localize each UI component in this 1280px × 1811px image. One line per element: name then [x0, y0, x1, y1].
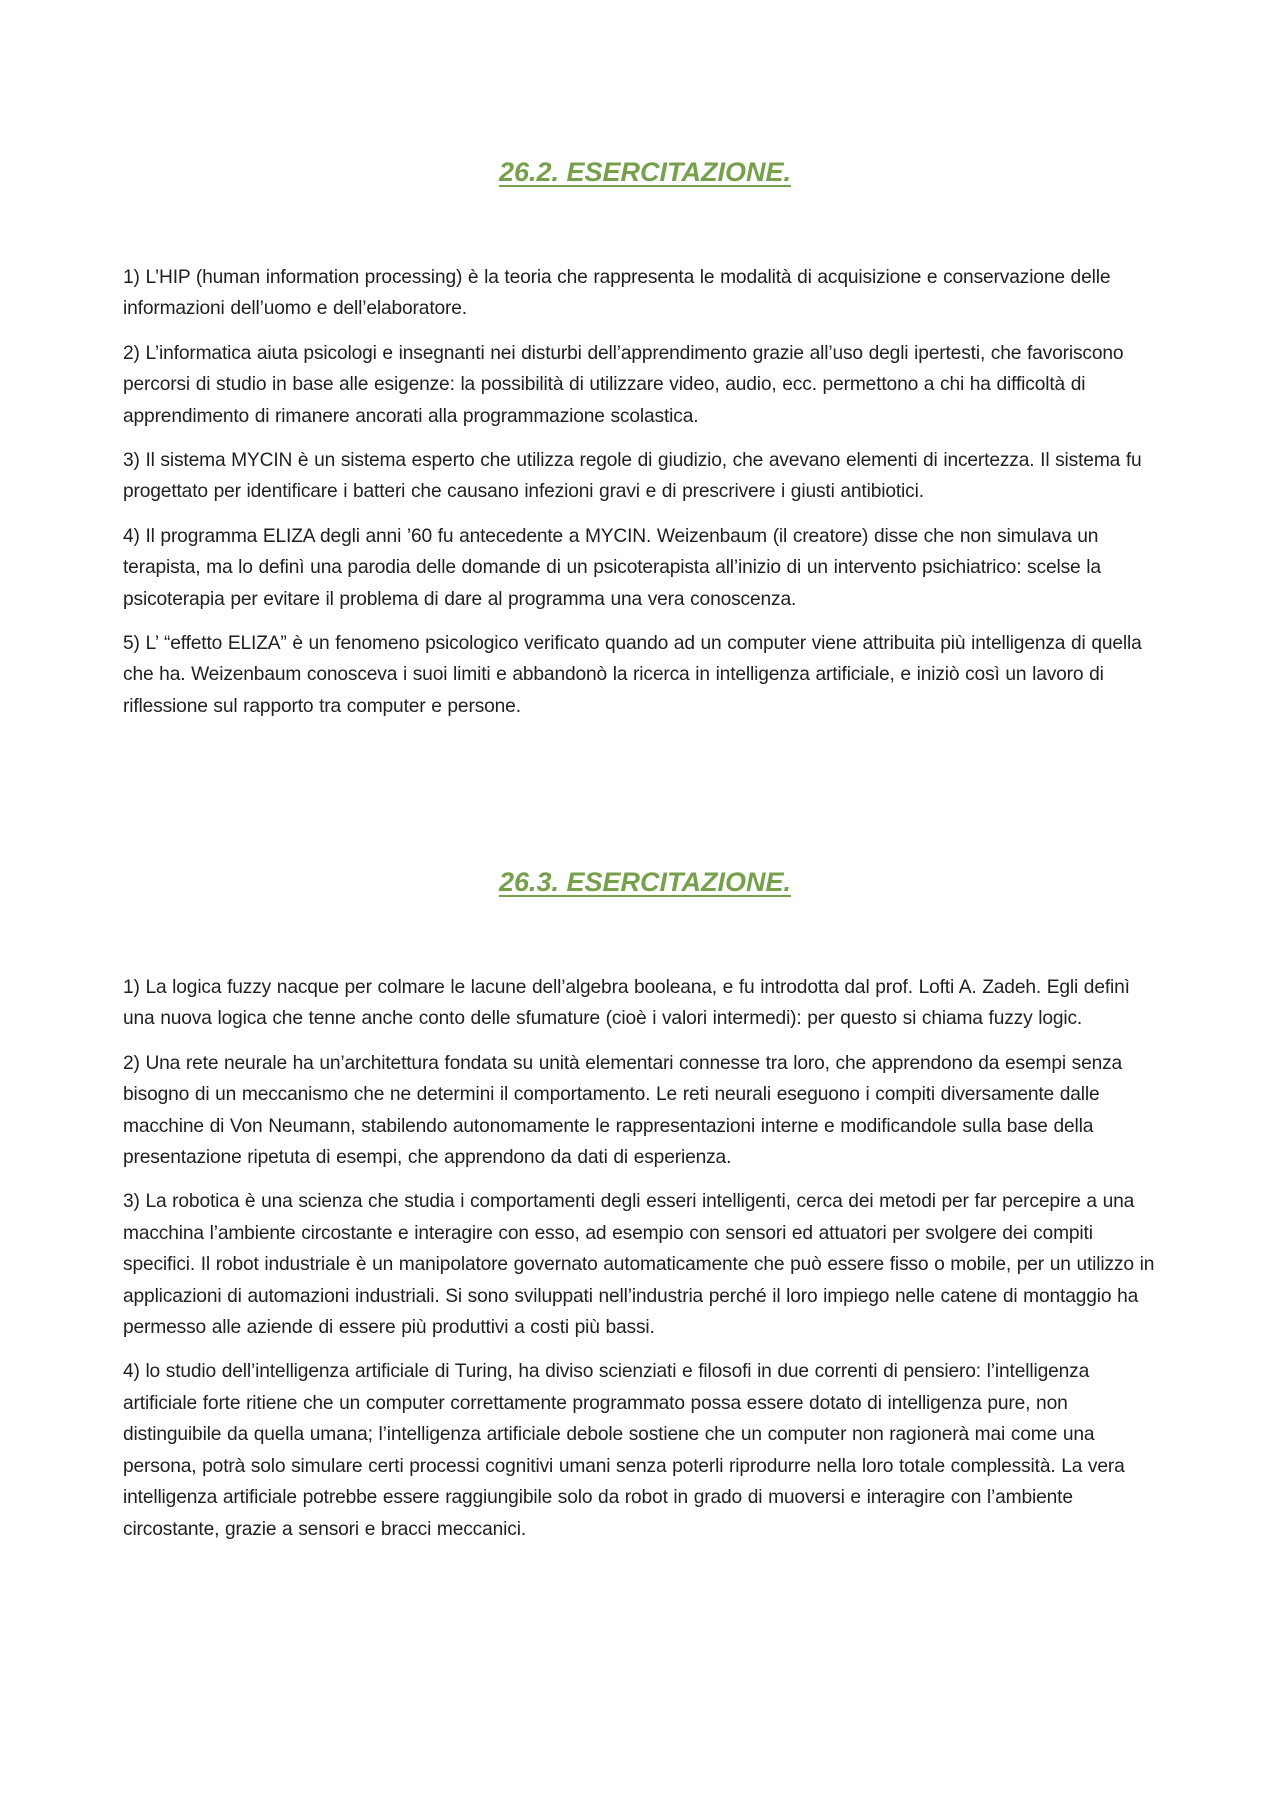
answer-paragraph: 3) Il sistema MYCIN è un sistema esperto che utilizza regole di giudizio, che avevano elementi di incertezza. Il sistema fu progettato per identificare i batteri che causano infezioni gravi e di prescrivere i giusti antibiotici.: [123, 450, 1142, 503]
answer-paragraph: 1) L’HIP (human information processing) è la teoria che rappresenta le modalità di acquisizione e conservazione delle informazioni dell’uomo e dell’elaboratore.: [123, 267, 1111, 320]
answer-paragraph: 2) L’informatica aiuta psicologi e insegnanti nei disturbi dell’apprendimento grazie all’uso degli ipertesti, che favoriscono percorsi di studio in base alle esigenze: la possibilità di utilizzare video, audio, ecc. permettono a chi ha difficoltà di apprendimento di rimanere ancorati alla programmazione scolastica.: [123, 342, 1124, 427]
answer-paragraph: 4) Il programma ELIZA degli anni ’60 fu antecedente a MYCIN. Weizenbaum (il creatore) disse che non simulava un terapista, ma lo definì una parodia delle domande di un psicoterapista all’inizio di un intervento psichiatrico: scelse la psicoterapia per evitare il problema di dare al programma una vera conoscenza.: [123, 525, 1101, 610]
section-26-2: [123, 150, 1167, 735]
answer-paragraph: 4) lo studio dell’intelligenza artificiale di Turing, ha diviso scienziati e filosofi in due correnti di pensiero: l’intelligenza artificiale forte ritiene che un computer correttamente programmato possa essere dotato di intelligenza pure, non distinguibile da quella umana; l’intelligenza artificiale debole sostiene che un computer non ragionerà mai come una persona, potrà solo simulare certi processi cognitivi umani senza poterli riprodurre nella loro totale complessità. La vera intelligenza artificiale potrebbe essere raggiungibile solo da robot in grado di muoversi e interagire con l’ambiente circostante, grazie a sensori e bracci meccanici.: [123, 1361, 1125, 1540]
answer-paragraph: 3) La robotica è una scienza che studia i comportamenti degli esseri intelligenti, cerca dei metodi per far percepire a una macchina l’ambiente circostante e interagire con esso, ad esempio con sensori ed attuatori per svolgere dei compiti specifici. Il robot industriale è un manipolatore governato automaticamente che può essere fisso o mobile, per un utilizzo in applicazioni di automazioni industriali. Si sono sviluppati nell’industria perché il loro impiego nelle catene di montaggio ha permesso alle aziende di essere più produttivi a costi più bassi.: [123, 1191, 1155, 1339]
section-heading: 26.3. ESERCITAZIONE.: [498, 867, 792, 897]
section-26-3: [123, 860, 1167, 1558]
answer-paragraph: 2) Una rete neurale ha un’architettura fondata su unità elementari connesse tra loro, che apprendono da esempi senza bisogno di un meccanismo che ne determini il comportamento. Le reti neurali eseguono i compiti diversamente dalle macchine di Von Neumann, stabilendo autonomamente le rappresentazioni interne e modificandole sulla base della presentazione ripetuta di esempi, che apprendono da dati di esperienza.: [123, 1052, 1123, 1169]
answer-paragraph: 1) La logica fuzzy nacque per colmare le lacune dell’algebra booleana, e fu introdotta dal prof. Lofti A. Zadeh. Egli definì una nuova logica che tenne anche conto delle sfumature (cioè i valori intermedi): per questo si chiama fuzzy logic.: [123, 977, 1130, 1030]
answer-paragraph: 5) L’ “effetto ELIZA” è un fenomeno psicologico verificato quando ad un computer viene attribuita più intelligenza di quella che ha. Weizenbaum conosceva i suoi limiti e abbandonò la ricerca in intelligenza artificiale, e iniziò così un lavoro di riflessione sul rapporto tra computer e persone.: [123, 633, 1142, 717]
section-heading: 26.2. ESERCITAZIONE.: [498, 157, 792, 187]
